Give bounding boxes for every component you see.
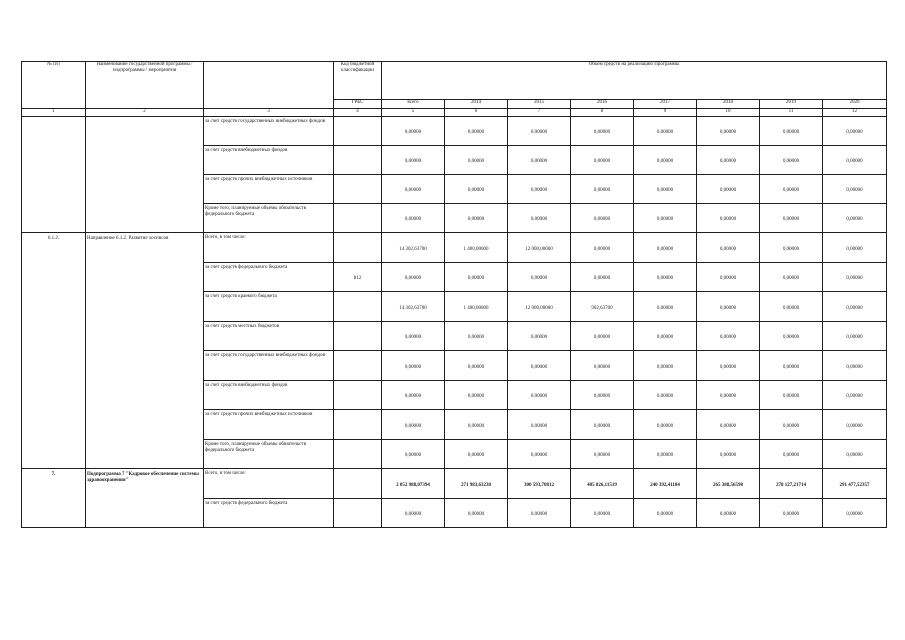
year-value: 0,00000	[634, 410, 697, 440]
year-value: 0,00000	[760, 322, 823, 351]
year-value: 0,00000	[697, 204, 760, 233]
year-value: 0,00000	[823, 146, 887, 175]
year-value: 0,00000	[697, 440, 760, 469]
total-value: 0,00000	[382, 440, 445, 469]
year-value: 0,00000	[634, 381, 697, 410]
year-value: 0,00000	[823, 499, 887, 528]
year-value: 0,00000	[445, 175, 508, 204]
year-value: 0,00000	[445, 204, 508, 233]
year-value: 0,00000	[571, 440, 634, 469]
year-value: 0,00000	[571, 233, 634, 263]
year-value: 0,00000	[445, 381, 508, 410]
year-value: 0,00000	[823, 233, 887, 263]
total-value: 0,00000	[382, 263, 445, 292]
year-value: 265 388,56598	[697, 469, 760, 499]
grbs-code	[334, 410, 382, 440]
row-number	[22, 117, 86, 233]
total-value: 0,00000	[382, 322, 445, 351]
program-name: Направление 6.1.2. Развитие хосписов	[86, 233, 204, 469]
column-number: 5	[382, 109, 445, 117]
grbs-code	[334, 292, 382, 322]
header-year: 2020	[823, 100, 887, 109]
column-number: 8	[571, 109, 634, 117]
grbs-code	[334, 381, 382, 410]
year-value: 0,00000	[760, 117, 823, 146]
year-value: 0,00000	[571, 351, 634, 381]
grbs-code	[334, 351, 382, 381]
header-year: 2017	[634, 100, 697, 109]
total-value: 0,00000	[382, 175, 445, 204]
funding-source: за счет средств местных бюджетов	[204, 322, 334, 351]
year-value: 0,00000	[571, 175, 634, 204]
year-value: 0,00000	[445, 146, 508, 175]
year-value: 0,00000	[760, 499, 823, 528]
total-value: 14 302,63700	[382, 233, 445, 263]
year-value: 0,00000	[823, 175, 887, 204]
year-value: 0,00000	[697, 410, 760, 440]
column-number: 4	[334, 109, 382, 117]
year-value: 0,00000	[823, 381, 887, 410]
year-value: 0,00000	[823, 440, 887, 469]
year-value: 0,00000	[634, 322, 697, 351]
funding-source: за счет средств внебюджетных фондов	[204, 146, 334, 175]
funding-source: за счет средств внебюджетных фондов	[204, 381, 334, 410]
year-value: 0,00000	[760, 233, 823, 263]
table-row	[22, 233, 887, 263]
total-value: 0,00000	[382, 499, 445, 528]
column-number: 3	[204, 109, 334, 117]
year-value: 0,00000	[445, 499, 508, 528]
funding-source: за счет средств краевого бюджета	[204, 292, 334, 322]
header-blank	[204, 62, 334, 109]
header-name: Наименование государственной программы / подпрограммы / мероприятия	[86, 62, 204, 109]
column-number: 12	[823, 109, 887, 117]
grbs-code	[334, 469, 382, 499]
year-value: 0,00000	[697, 175, 760, 204]
year-value: 0,00000	[445, 263, 508, 292]
grbs-code	[334, 146, 382, 175]
year-value: 0,00000	[760, 351, 823, 381]
grbs-code	[334, 204, 382, 233]
year-value: 0,00000	[823, 292, 887, 322]
year-value: 12 000,00000	[508, 292, 571, 322]
column-number: 11	[760, 109, 823, 117]
year-value: 1 400,00000	[445, 233, 508, 263]
year-value: 0,00000	[571, 410, 634, 440]
year-value: 0,00000	[445, 322, 508, 351]
year-value: 0,00000	[823, 263, 887, 292]
header-code: Код бюджетной классификации	[334, 62, 382, 100]
header-year: 2016	[571, 100, 634, 109]
header-year: 2014	[445, 100, 508, 109]
year-value: 0,00000	[760, 410, 823, 440]
year-value: 0,00000	[697, 117, 760, 146]
header-year: 2018	[697, 100, 760, 109]
year-value: 0,00000	[571, 322, 634, 351]
year-value: 0,00000	[508, 410, 571, 440]
year-value: 240 392,41184	[634, 469, 697, 499]
row-number: 6.1.2.	[22, 233, 86, 469]
year-value: 0,00000	[760, 146, 823, 175]
year-value: 0,00000	[634, 440, 697, 469]
year-value: 0,00000	[571, 381, 634, 410]
year-value: 0,00000	[571, 263, 634, 292]
year-value: 271 983,63230	[445, 469, 508, 499]
year-value: 0,00000	[445, 410, 508, 440]
year-value: 0,00000	[508, 204, 571, 233]
column-number: 7	[508, 109, 571, 117]
year-value: 0,00000	[823, 204, 887, 233]
total-value: 2 052 988,07394	[382, 469, 445, 499]
column-number: 2	[86, 109, 204, 117]
year-value: 0,00000	[508, 499, 571, 528]
grbs-code	[334, 499, 382, 528]
year-value: 0,00000	[508, 117, 571, 146]
funding-source: за счет средств государственных внебюджетных фондов	[204, 351, 334, 381]
year-value: 0,00000	[571, 499, 634, 528]
year-value: 0,00000	[445, 117, 508, 146]
year-value: 0,00000	[634, 204, 697, 233]
funding-source: за счет средств прочих внебюджетных источников	[204, 410, 334, 440]
header-no: № п/п	[22, 62, 86, 109]
table-row	[22, 117, 887, 146]
year-value: 0,00000	[760, 175, 823, 204]
total-value: 0,00000	[382, 117, 445, 146]
grbs-code	[334, 117, 382, 146]
budget-table	[21, 61, 887, 528]
header-year: 2015	[508, 100, 571, 109]
funding-source: Всего, в том числе:	[204, 469, 334, 499]
year-value: 0,00000	[634, 175, 697, 204]
header-total: всего	[382, 100, 445, 109]
year-value: 0,00000	[634, 146, 697, 175]
year-value: 0,00000	[571, 146, 634, 175]
year-value: 12 000,00000	[508, 233, 571, 263]
year-value: 0,00000	[697, 499, 760, 528]
year-value: 405 026,11519	[571, 469, 634, 499]
grbs-code	[334, 233, 382, 263]
grbs-code	[334, 322, 382, 351]
year-value: 0,00000	[508, 175, 571, 204]
row-number: 7.	[22, 469, 86, 528]
year-value: 0,00000	[634, 263, 697, 292]
year-value: 0,00000	[634, 117, 697, 146]
funding-source: за счет средств государственных внебюджетных фондов	[204, 117, 334, 146]
funding-source: за счет средств прочих внебюджетных источников	[204, 175, 334, 204]
program-name	[86, 117, 204, 233]
year-value: 0,00000	[697, 381, 760, 410]
column-number: 10	[697, 109, 760, 117]
year-value: 278 127,21714	[760, 469, 823, 499]
header-year: 2019	[760, 100, 823, 109]
year-value: 0,00000	[760, 292, 823, 322]
funding-source: за счет средств федерального бюджета	[204, 263, 334, 292]
year-value: 0,00000	[445, 440, 508, 469]
total-value: 0,00000	[382, 381, 445, 410]
table-row	[22, 469, 887, 499]
column-number-row	[22, 109, 887, 117]
year-value: 0,00000	[697, 351, 760, 381]
funding-source: Кроме того, планируемые объемы обязательств федерального бюджета	[204, 440, 334, 469]
year-value: 0,00000	[697, 263, 760, 292]
year-value: 0,00000	[823, 351, 887, 381]
year-value: 0,00000	[571, 117, 634, 146]
grbs-code	[334, 175, 382, 204]
total-value: 0,00000	[382, 204, 445, 233]
year-value: 1 400,00000	[445, 292, 508, 322]
year-value: 300 593,70812	[508, 469, 571, 499]
program-name: Подпрограмма 7 "Кадровое обеспечение системы здравоохранения"	[86, 469, 204, 528]
year-value: 0,00000	[760, 440, 823, 469]
year-value: 0,00000	[508, 146, 571, 175]
year-value: 0,00000	[823, 322, 887, 351]
year-value: 0,00000	[634, 351, 697, 381]
column-number: 9	[634, 109, 697, 117]
grbs-code: 812	[334, 263, 382, 292]
total-value: 0,00000	[382, 410, 445, 440]
year-value: 0,00000	[697, 233, 760, 263]
year-value: 0,00000	[823, 410, 887, 440]
funding-source: за счет средств федерального бюджета	[204, 499, 334, 528]
year-value: 0,00000	[508, 263, 571, 292]
year-value: 0,00000	[508, 322, 571, 351]
year-value: 902,63700	[571, 292, 634, 322]
total-value: 14 302,63700	[382, 292, 445, 322]
year-value: 0,00000	[760, 204, 823, 233]
year-value: 0,00000	[697, 146, 760, 175]
year-value: 0,00000	[571, 204, 634, 233]
year-value: 0,00000	[823, 117, 887, 146]
funding-source: Всего, в том числе:	[204, 233, 334, 263]
column-number: 6	[445, 109, 508, 117]
year-value: 0,00000	[634, 499, 697, 528]
year-value: 0,00000	[697, 292, 760, 322]
year-value: 0,00000	[508, 440, 571, 469]
year-value: 0,00000	[697, 322, 760, 351]
year-value: 0,00000	[508, 351, 571, 381]
year-value: 0,00000	[760, 381, 823, 410]
grbs-code	[334, 440, 382, 469]
year-value: 0,00000	[634, 233, 697, 263]
header-volume: Объем средств на реализацию Программы	[382, 62, 887, 100]
total-value: 0,00000	[382, 351, 445, 381]
year-value: 291 477,52357	[823, 469, 887, 499]
year-value: 0,00000	[634, 292, 697, 322]
total-value: 0,00000	[382, 146, 445, 175]
column-number: 1	[22, 109, 86, 117]
year-value: 0,00000	[508, 381, 571, 410]
funding-source: Кроме того, планируемые объемы обязательств федерального бюджета	[204, 204, 334, 233]
year-value: 0,00000	[760, 263, 823, 292]
header-grbs: ГРБС	[334, 100, 382, 109]
year-value: 0,00000	[445, 351, 508, 381]
